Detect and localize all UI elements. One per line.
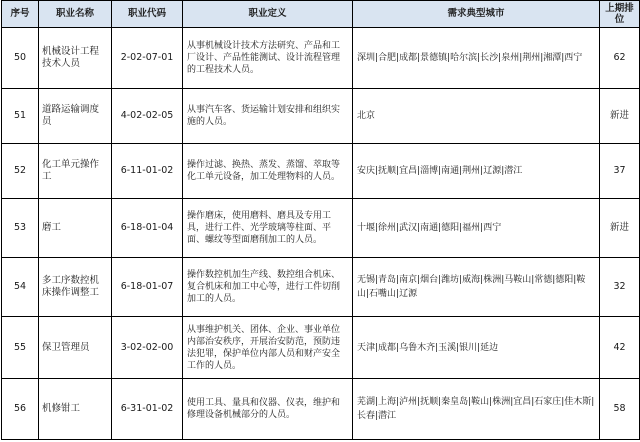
row-seq: 55: [2, 317, 39, 379]
row-code: 6-31-01-02: [112, 379, 183, 440]
table-header-row: [2, 1, 640, 28]
occupation-demand-table: [1, 0, 640, 440]
row-definition: 从事汽车客、货运输计划安排和组织实施的人员。: [183, 89, 353, 144]
row-name: 多工序数控机床操作调整工: [39, 258, 112, 317]
row-name: 保卫管理员: [39, 317, 112, 379]
row-seq: 51: [2, 89, 39, 144]
table-row: [2, 28, 640, 89]
row-code: 3-02-02-00: [112, 317, 183, 379]
row-rank: 37: [600, 144, 640, 199]
row-cities: 十堰|徐州|武汉|南通|德阳|福州|西宁: [353, 199, 600, 258]
row-rank: 新进: [600, 199, 640, 258]
row-seq: 53: [2, 199, 39, 258]
header-code: 职业代码: [112, 1, 183, 28]
table-row: [2, 199, 640, 258]
row-name: 机修钳工: [39, 379, 112, 440]
row-seq: 56: [2, 379, 39, 440]
row-name: 道路运输调度员: [39, 89, 112, 144]
table-row: [2, 144, 640, 199]
row-rank: 42: [600, 317, 640, 379]
row-rank: 32: [600, 258, 640, 317]
row-code: 2-02-07-01: [112, 28, 183, 89]
table-row: [2, 317, 640, 379]
table-row: [2, 379, 640, 440]
row-definition: 使用工具、量具和仪器、仪表，维护和修理设备机械部分的人员。: [183, 379, 353, 440]
row-cities: 北京: [353, 89, 600, 144]
row-cities: 深圳|合肥|成都|景德镇|哈尔滨|长沙|泉州|荆州|湘潭|西宁: [353, 28, 600, 89]
row-code: 6-11-01-02: [112, 144, 183, 199]
header-seq: 序号: [2, 1, 39, 28]
row-definition: 从事维护机关、团体、企业、事业单位内部治安秩序，开展治安防范，预防违法犯罪，保护单位内部人员和财产安全工作的人员。: [183, 317, 353, 379]
row-name: 磨工: [39, 199, 112, 258]
row-code: 6-18-01-04: [112, 199, 183, 258]
row-cities: 天津|成都|乌鲁木齐|玉溪|银川|延边: [353, 317, 600, 379]
row-definition: 从事机械设计技术方法研究、产品和工厂设计、产品性能测试、设计流程管理的工程技术人员。: [183, 28, 353, 89]
row-cities: 无锡|青岛|南京|烟台|潍坊|威海|株洲|马鞍山|常德|德阳|鞍山|石嘴山|辽源: [353, 258, 600, 317]
header-name: 职业名称: [39, 1, 112, 28]
row-code: 4-02-02-05: [112, 89, 183, 144]
row-definition: 操作数控机加生产线、数控组合机床、复合机床和加工中心等，进行工件切削加工的人员。: [183, 258, 353, 317]
row-seq: 52: [2, 144, 39, 199]
row-rank: 62: [600, 28, 640, 89]
header-definition: 职业定义: [183, 1, 353, 28]
table-row: [2, 89, 640, 144]
row-seq: 50: [2, 28, 39, 89]
header-cities: 需求典型城市: [353, 1, 600, 28]
row-code: 6-18-01-07: [112, 258, 183, 317]
table-row: [2, 258, 640, 317]
row-rank: 58: [600, 379, 640, 440]
row-seq: 54: [2, 258, 39, 317]
row-cities: 芜湖|上海|泸州|抚顺|秦皇岛|鞍山|株洲|宜昌|石家庄|佳木斯|长春|潜江: [353, 379, 600, 440]
row-definition: 操作过滤、换热、蒸发、蒸馏、萃取等化工单元设备，加工处理物料的人员。: [183, 144, 353, 199]
occupation-table-container: [1, 0, 639, 440]
row-cities: 安庆|抚顺|宜昌|淄博|南通|荆州|辽源|潜江: [353, 144, 600, 199]
row-definition: 操作磨床，使用磨料、磨具及专用工具，进行工件、光学玻璃等柱面、平面、螺纹等型面磨削加工的人员。: [183, 199, 353, 258]
row-name: 化工单元操作工: [39, 144, 112, 199]
row-rank: 新进: [600, 89, 640, 144]
header-rank: 上期排位: [600, 1, 640, 28]
row-name: 机械设计工程技术人员: [39, 28, 112, 89]
